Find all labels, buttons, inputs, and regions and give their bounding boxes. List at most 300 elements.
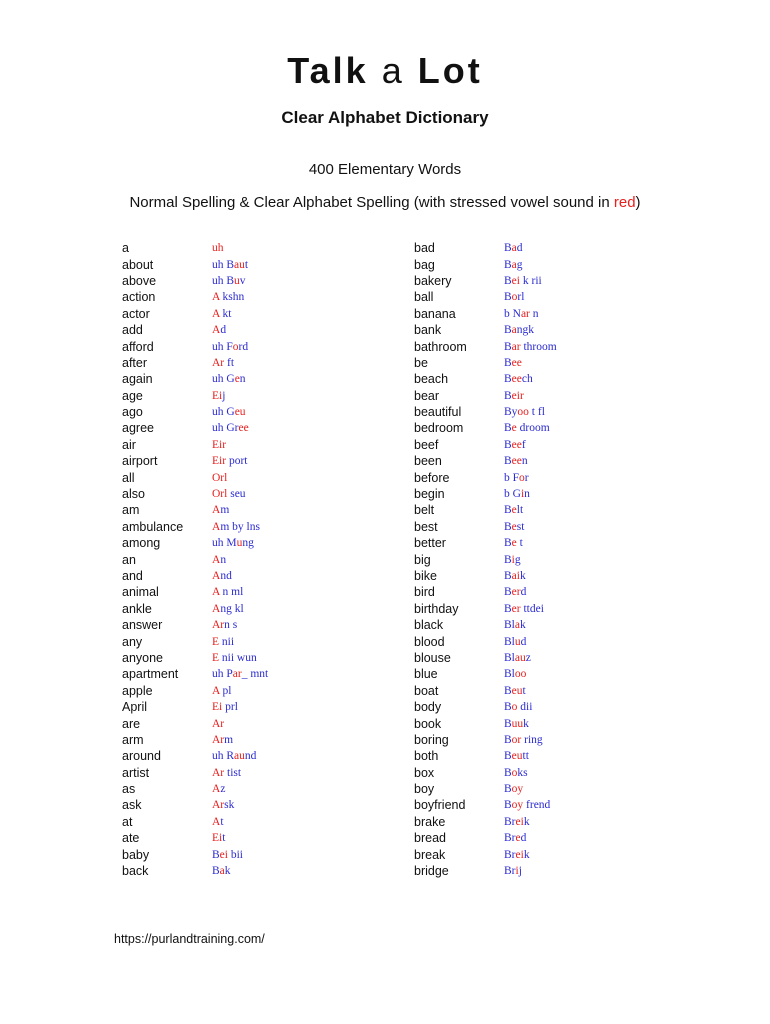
stressed-vowel: eir xyxy=(511,389,524,402)
clear-alphabet-spelling xyxy=(504,422,550,434)
clear-alphabet-spelling xyxy=(504,521,524,533)
stressed-vowel: e xyxy=(511,422,517,435)
stressed-vowel: A xyxy=(212,586,220,599)
dictionary-row xyxy=(122,371,268,387)
clear-alphabet-spelling xyxy=(504,554,521,566)
normal-spelling: bedroom xyxy=(414,421,464,436)
stressed-vowel: a xyxy=(511,242,517,255)
description-suffix: ) xyxy=(635,194,641,211)
normal-spelling: among xyxy=(122,536,161,551)
normal-spelling: ankle xyxy=(122,601,152,616)
spelling-segment: M xyxy=(226,537,237,550)
clear-alphabet-spelling xyxy=(212,636,234,648)
stressed-vowel: a xyxy=(514,619,520,632)
clear-alphabet-spelling xyxy=(212,455,247,467)
normal-spelling: blood xyxy=(414,634,445,649)
spelling-segment: k xyxy=(519,619,526,632)
clear-alphabet-spelling xyxy=(504,259,523,271)
spelling-segment: t xyxy=(244,258,249,271)
stressed-vowel: ar xyxy=(232,668,242,681)
spelling-segment: B xyxy=(504,455,512,468)
spelling-segment: G xyxy=(226,406,235,419)
spelling-segment: droom xyxy=(516,422,550,435)
spelling-segment: n xyxy=(220,553,227,566)
clear-alphabet-spelling xyxy=(504,242,523,254)
normal-spelling: arm xyxy=(122,732,144,747)
dictionary-row xyxy=(414,502,557,518)
stressed-vowel: or xyxy=(511,733,522,746)
spelling-segment: uh xyxy=(212,537,227,550)
stressed-vowel: Ar xyxy=(212,799,225,812)
spelling-segment: seu xyxy=(227,488,246,501)
stressed-vowel: oy xyxy=(511,799,524,812)
clear-alphabet-spelling xyxy=(212,849,243,861)
spelling-segment: ttdei xyxy=(520,602,544,615)
dictionary-row xyxy=(414,666,557,682)
stressed-vowel: Orl xyxy=(212,488,228,501)
normal-spelling: box xyxy=(414,765,435,780)
dictionary-row xyxy=(414,371,557,387)
spelling-segment: frend xyxy=(523,799,551,812)
dictionary-row xyxy=(122,502,268,518)
spelling-segment: tt xyxy=(522,750,529,763)
title-word-a: a xyxy=(381,50,405,91)
stressed-vowel: ar xyxy=(511,340,521,353)
spelling-segment: uh xyxy=(212,274,227,287)
normal-spelling: bad xyxy=(414,241,435,256)
stressed-vowel: A xyxy=(212,324,221,337)
spelling-segment: B xyxy=(226,258,235,271)
spelling-segment: B xyxy=(504,783,512,796)
spelling-segment: ng xyxy=(242,537,254,550)
normal-spelling: after xyxy=(122,355,148,370)
stressed-vowel: A xyxy=(212,815,221,828)
clear-alphabet-spelling xyxy=(212,390,225,402)
normal-spelling: am xyxy=(122,503,140,518)
dictionary-row xyxy=(122,568,268,584)
normal-spelling: are xyxy=(122,716,141,731)
normal-spelling: book xyxy=(414,716,442,731)
spelling-segment: t xyxy=(522,684,526,697)
dictionary-row xyxy=(414,453,557,469)
dictionary-row xyxy=(122,535,268,551)
stressed-vowel: ar xyxy=(520,307,530,320)
spelling-segment: k xyxy=(523,815,530,828)
normal-spelling: banana xyxy=(414,306,456,321)
spelling-segment: ft xyxy=(224,356,235,369)
spelling-segment: b xyxy=(504,471,513,484)
spelling-segment: B xyxy=(504,520,512,533)
normal-spelling: birthday xyxy=(414,601,459,616)
spelling-segment: t xyxy=(516,537,523,550)
stressed-vowel: a xyxy=(511,324,517,337)
clear-alphabet-spelling xyxy=(212,767,241,779)
dictionary-row xyxy=(122,830,268,846)
dictionary-row xyxy=(122,846,268,862)
spelling-segment: Br xyxy=(504,865,516,878)
title-word-lot: Lot xyxy=(417,50,483,91)
spelling-segment: dii xyxy=(517,701,533,714)
dictionary-row xyxy=(414,420,557,436)
spelling-segment: B xyxy=(504,799,512,812)
dictionary-row xyxy=(414,240,557,256)
stressed-vowel: A xyxy=(212,553,221,566)
clear-alphabet-spelling xyxy=(504,406,545,418)
spelling-segment: B xyxy=(504,570,512,582)
word-column-left xyxy=(122,240,268,879)
normal-spelling: both xyxy=(414,749,439,764)
normal-spelling: bear xyxy=(414,388,440,403)
clear-alphabet-spelling xyxy=(212,750,256,762)
spelling-segment: uh xyxy=(212,373,227,386)
dictionary-row xyxy=(414,732,557,748)
spelling-segment: B xyxy=(504,340,512,353)
dictionary-row xyxy=(414,650,557,666)
dictionary-row xyxy=(414,355,557,371)
stressed-vowel: Eir xyxy=(212,438,227,451)
spelling-segment: By xyxy=(504,406,518,419)
stressed-vowel: A xyxy=(212,602,221,615)
clear-alphabet-spelling xyxy=(504,472,529,484)
clear-alphabet-spelling xyxy=(212,422,249,434)
stressed-vowel: A xyxy=(212,684,220,697)
clear-alphabet-spelling xyxy=(212,603,244,615)
spelling-segment: uh xyxy=(212,258,227,271)
spelling-segment: k rii xyxy=(519,274,542,287)
clear-alphabet-spelling xyxy=(212,734,233,746)
dictionary-row xyxy=(414,273,557,289)
spelling-segment: nii xyxy=(219,635,235,648)
clear-alphabet-spelling xyxy=(504,390,524,402)
stressed-vowel: Ei xyxy=(212,701,223,714)
spelling-segment: d xyxy=(520,635,527,648)
spelling-segment: B xyxy=(504,537,512,550)
clear-alphabet-spelling xyxy=(212,586,243,598)
stressed-vowel: A xyxy=(212,291,220,304)
dictionary-row xyxy=(122,437,268,453)
spelling-segment: Gr xyxy=(226,422,239,435)
spelling-segment: P xyxy=(226,668,233,681)
stressed-vowel: o xyxy=(511,291,518,304)
dictionary-row xyxy=(414,551,557,567)
spelling-segment: B xyxy=(504,291,512,304)
dictionary-row xyxy=(414,568,557,584)
stressed-vowel: E xyxy=(212,635,220,648)
dictionary-row xyxy=(122,732,268,748)
stressed-vowel: ee xyxy=(511,373,522,386)
normal-spelling: body xyxy=(414,700,442,715)
spelling-segment: uh xyxy=(212,340,227,353)
stressed-vowel: Ei xyxy=(212,832,223,845)
spelling-segment: t xyxy=(220,815,224,828)
normal-spelling: bathroom xyxy=(414,339,467,354)
normal-spelling: boring xyxy=(414,732,449,747)
dictionary-row xyxy=(122,748,268,764)
normal-spelling: be xyxy=(414,355,428,370)
dictionary-row xyxy=(122,469,268,485)
stressed-vowel: A xyxy=(212,520,221,533)
word-column-right xyxy=(414,240,557,879)
dictionary-row xyxy=(122,601,268,617)
normal-spelling: break xyxy=(414,847,446,862)
clear-alphabet-spelling xyxy=(504,504,523,516)
spelling-segment: throom xyxy=(520,340,557,353)
dictionary-row xyxy=(122,551,268,567)
clear-alphabet-spelling xyxy=(504,718,529,730)
clear-alphabet-spelling xyxy=(504,603,544,615)
normal-spelling: artist xyxy=(122,765,150,780)
clear-alphabet-spelling xyxy=(504,865,522,877)
normal-spelling: belt xyxy=(414,503,435,518)
stressed-vowel: E xyxy=(212,651,220,664)
normal-spelling: afford xyxy=(122,339,154,354)
normal-spelling: again xyxy=(122,372,153,387)
clear-alphabet-spelling xyxy=(504,291,524,303)
normal-spelling: apple xyxy=(122,683,153,698)
spelling-segment: Br xyxy=(504,848,516,861)
spelling-segment: k xyxy=(523,848,530,861)
clear-alphabet-spelling xyxy=(212,504,229,516)
spelling-segment: d xyxy=(520,586,527,599)
dictionary-row xyxy=(414,486,557,502)
dictionary-row xyxy=(122,633,268,649)
dictionary-row xyxy=(122,617,268,633)
spelling-segment: n xyxy=(239,373,246,386)
stressed-vowel: A xyxy=(212,504,221,517)
normal-spelling: bridge xyxy=(414,864,449,879)
normal-spelling: ate xyxy=(122,831,140,846)
clear-alphabet-spelling xyxy=(212,439,226,451)
spelling-segment: z xyxy=(220,783,226,796)
stressed-vowel: Orl xyxy=(212,471,228,484)
dictionary-row xyxy=(414,814,557,830)
clear-alphabet-spelling xyxy=(504,324,534,336)
spelling-segment: uh xyxy=(212,668,227,681)
normal-spelling: baby xyxy=(122,847,150,862)
stressed-vowel: e xyxy=(515,832,521,845)
stressed-vowel: ee xyxy=(511,356,522,369)
stressed-vowel: oo xyxy=(514,668,527,681)
spelling-segment: d xyxy=(220,324,227,337)
dictionary-row xyxy=(122,683,268,699)
dictionary-row xyxy=(122,338,268,354)
dictionary-row xyxy=(122,781,268,797)
stressed-vowel: a xyxy=(219,865,225,878)
normal-spelling: anyone xyxy=(122,650,164,665)
clear-alphabet-spelling xyxy=(504,308,539,320)
clear-alphabet-spelling xyxy=(212,685,232,697)
spelling-segment: kshn xyxy=(219,291,245,304)
clear-alphabet-spelling xyxy=(212,652,257,664)
spelling-segment: t fl xyxy=(528,406,545,419)
dictionary-row xyxy=(414,617,557,633)
clear-alphabet-spelling xyxy=(504,636,526,648)
spelling-segment: j xyxy=(518,865,522,878)
normal-spelling: agree xyxy=(122,421,154,436)
spelling-segment: B xyxy=(504,258,512,271)
clear-alphabet-spelling xyxy=(212,291,244,303)
clear-alphabet-spelling xyxy=(212,406,246,418)
clear-alphabet-spelling xyxy=(212,865,231,877)
normal-spelling: above xyxy=(122,273,157,288)
stressed-vowel: A xyxy=(212,307,220,320)
dictionary-row xyxy=(122,666,268,682)
stressed-vowel: er xyxy=(511,586,521,599)
normal-spelling: bakery xyxy=(414,273,452,288)
dictionary-row xyxy=(122,519,268,535)
clear-alphabet-spelling xyxy=(504,373,533,385)
stressed-vowel: Ar xyxy=(212,356,225,369)
spelling-segment: port xyxy=(226,455,248,468)
spelling-segment: G xyxy=(226,373,235,386)
dictionary-row xyxy=(414,830,557,846)
spelling-segment: B xyxy=(226,274,235,287)
clear-alphabet-spelling xyxy=(504,652,531,664)
clear-alphabet-spelling xyxy=(504,488,530,500)
dictionary-row xyxy=(122,355,268,371)
dictionary-row xyxy=(414,797,557,813)
spelling-segment: r xyxy=(524,471,529,484)
stressed-vowel: o xyxy=(519,471,525,484)
spelling-segment: Br xyxy=(504,832,516,845)
spelling-segment: lt xyxy=(516,504,524,517)
spelling-segment: j xyxy=(222,389,226,402)
spelling-segment: d xyxy=(520,832,527,845)
spelling-segment: B xyxy=(504,422,512,435)
normal-spelling: boyfriend xyxy=(414,798,466,813)
spelling-segment: m by lns xyxy=(220,520,260,533)
stressed-vowel: Ar xyxy=(212,733,225,746)
normal-spelling: add xyxy=(122,323,143,338)
normal-spelling: bread xyxy=(414,831,446,846)
clear-alphabet-spelling xyxy=(504,734,543,746)
normal-spelling: ambulance xyxy=(122,519,184,534)
stressed-vowel: u xyxy=(234,274,240,287)
normal-spelling: bag xyxy=(414,257,435,272)
dictionary-row xyxy=(122,273,268,289)
clear-alphabet-spelling xyxy=(212,521,260,533)
normal-spelling: boat xyxy=(414,683,439,698)
description-highlight: red xyxy=(613,194,636,211)
dictionary-row xyxy=(414,765,557,781)
spelling-segment: ngk xyxy=(516,324,535,337)
dictionary-row xyxy=(414,404,557,420)
stressed-vowel: ee xyxy=(238,422,249,435)
clear-alphabet-spelling xyxy=(212,554,226,566)
page-title xyxy=(0,50,770,92)
spelling-segment: m xyxy=(220,504,230,517)
dictionary-row xyxy=(414,388,557,404)
dictionary-row xyxy=(122,650,268,666)
dictionary-row xyxy=(414,584,557,600)
normal-spelling: an xyxy=(122,552,136,567)
normal-spelling: ball xyxy=(414,290,434,305)
clear-alphabet-spelling xyxy=(504,849,530,861)
clear-alphabet-spelling xyxy=(504,783,523,795)
spelling-segment: n ml xyxy=(219,586,244,599)
stressed-vowel: A xyxy=(212,570,221,582)
description xyxy=(0,194,770,211)
spelling-segment: B xyxy=(504,701,512,714)
dictionary-row xyxy=(414,846,557,862)
clear-alphabet-spelling xyxy=(504,750,529,762)
dictionary-row xyxy=(122,584,268,600)
spelling-segment: B xyxy=(504,438,512,451)
spelling-segment: uh xyxy=(212,750,227,763)
stressed-vowel: e xyxy=(234,373,240,386)
stressed-vowel: uu xyxy=(511,717,524,730)
clear-alphabet-spelling xyxy=(504,275,542,287)
normal-spelling: apartment xyxy=(122,667,179,682)
clear-alphabet-spelling xyxy=(212,472,227,484)
dictionary-row xyxy=(414,781,557,797)
clear-alphabet-spelling xyxy=(504,767,528,779)
stressed-vowel: i xyxy=(511,553,515,566)
normal-spelling: been xyxy=(414,454,442,469)
stressed-vowel: e xyxy=(511,504,517,517)
normal-spelling: blue xyxy=(414,667,438,682)
spelling-segment: Bl xyxy=(504,651,515,664)
normal-spelling: airport xyxy=(122,454,158,469)
dictionary-row xyxy=(414,633,557,649)
dictionary-row xyxy=(414,338,557,354)
stressed-vowel: uh xyxy=(212,242,224,255)
spelling-segment: ring xyxy=(521,733,543,746)
dictionary-row xyxy=(414,306,557,322)
clear-alphabet-spelling xyxy=(504,537,523,549)
normal-spelling: and xyxy=(122,569,143,583)
spelling-segment: B xyxy=(504,602,512,615)
spelling-segment: G xyxy=(512,488,521,501)
clear-alphabet-spelling xyxy=(212,701,238,713)
word-count: 400 Elementary Words xyxy=(308,161,462,178)
dictionary-row xyxy=(122,715,268,731)
stressed-vowel: e xyxy=(511,537,517,550)
normal-spelling: around xyxy=(122,749,161,764)
spelling-segment: ng kl xyxy=(220,602,244,615)
spelling-segment: B xyxy=(504,553,512,566)
spelling-segment: R xyxy=(226,750,235,763)
spelling-segment: Bl xyxy=(504,619,515,632)
stressed-vowel: oo xyxy=(517,406,529,419)
stressed-vowel: a xyxy=(511,258,517,271)
normal-spelling: bank xyxy=(414,323,442,338)
stressed-vowel: o xyxy=(511,701,518,714)
normal-spelling: brake xyxy=(414,814,446,829)
normal-spelling: better xyxy=(414,536,446,551)
spelling-segment: B xyxy=(504,504,512,517)
footer-url: https://purlandtraining.com/ xyxy=(114,932,265,946)
normal-spelling: all xyxy=(122,470,135,485)
normal-spelling: black xyxy=(414,618,444,633)
stressed-vowel: ei xyxy=(515,848,524,861)
normal-spelling: air xyxy=(122,437,136,452)
normal-spelling: also xyxy=(122,487,145,502)
dictionary-row xyxy=(122,486,268,502)
normal-spelling: action xyxy=(122,290,156,305)
spelling-segment: Bl xyxy=(504,635,515,648)
stressed-vowel: er xyxy=(511,602,521,615)
spelling-segment: B xyxy=(212,865,220,878)
dictionary-row xyxy=(414,519,557,535)
spelling-segment: tist xyxy=(224,766,242,779)
stressed-vowel: Eir xyxy=(212,455,227,468)
stressed-vowel: Ar xyxy=(212,717,225,730)
spelling-segment: rl xyxy=(517,291,525,304)
normal-spelling: as xyxy=(122,782,136,797)
spelling-segment: B xyxy=(504,717,512,730)
normal-spelling: big xyxy=(414,552,431,567)
